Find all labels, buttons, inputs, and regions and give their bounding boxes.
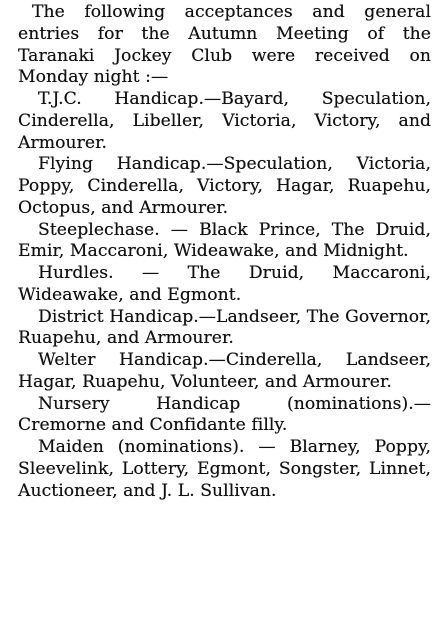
hurdles-entry: Hurdles. — The Druid, Maccaroni, Wideawake, and Egmont. bbox=[18, 263, 431, 305]
nursery-handicap-entry: Nursery Handicap (nominations).—Cremorne and Confidante filly. bbox=[18, 393, 431, 436]
maiden-entry: Maiden (nominations). — Blarney, Poppy, Sleevelink, Lottery, Egmont, Songster, Linnet, Auctioneer, and J. L. Sullivan. bbox=[18, 437, 431, 501]
district-handicap-entry: District Handicap.—Landseer, The Governor, Ruapehu, and Armourer. bbox=[18, 306, 431, 349]
intro-paragraph: The following acceptances and general entries for the Autumn Meeting of the Taranaki Jockey Club were received on Monday night :— bbox=[18, 2, 431, 88]
flying-handicap-entry: Flying Handicap.—Speculation, Victoria, Poppy, Cinderella, Victory, Hagar, Ruapehu, Octopus, and Armourer. bbox=[18, 154, 431, 218]
steeplechase-entry: Steeplechase. — Black Prince, The Druid, Emir, Maccaroni, Wideawake, and Midnight. bbox=[18, 219, 431, 262]
tjc-handicap-entry: T.J.C. Handicap.—Bayard, Speculation, Cinderella, Libeller, Victoria, Victory, and Armourer. bbox=[18, 89, 431, 153]
welter-handicap-entry: Welter Handicap.—Cinderella, Landseer, Hagar, Ruapehu, Volunteer, and Armourer. bbox=[18, 350, 431, 392]
